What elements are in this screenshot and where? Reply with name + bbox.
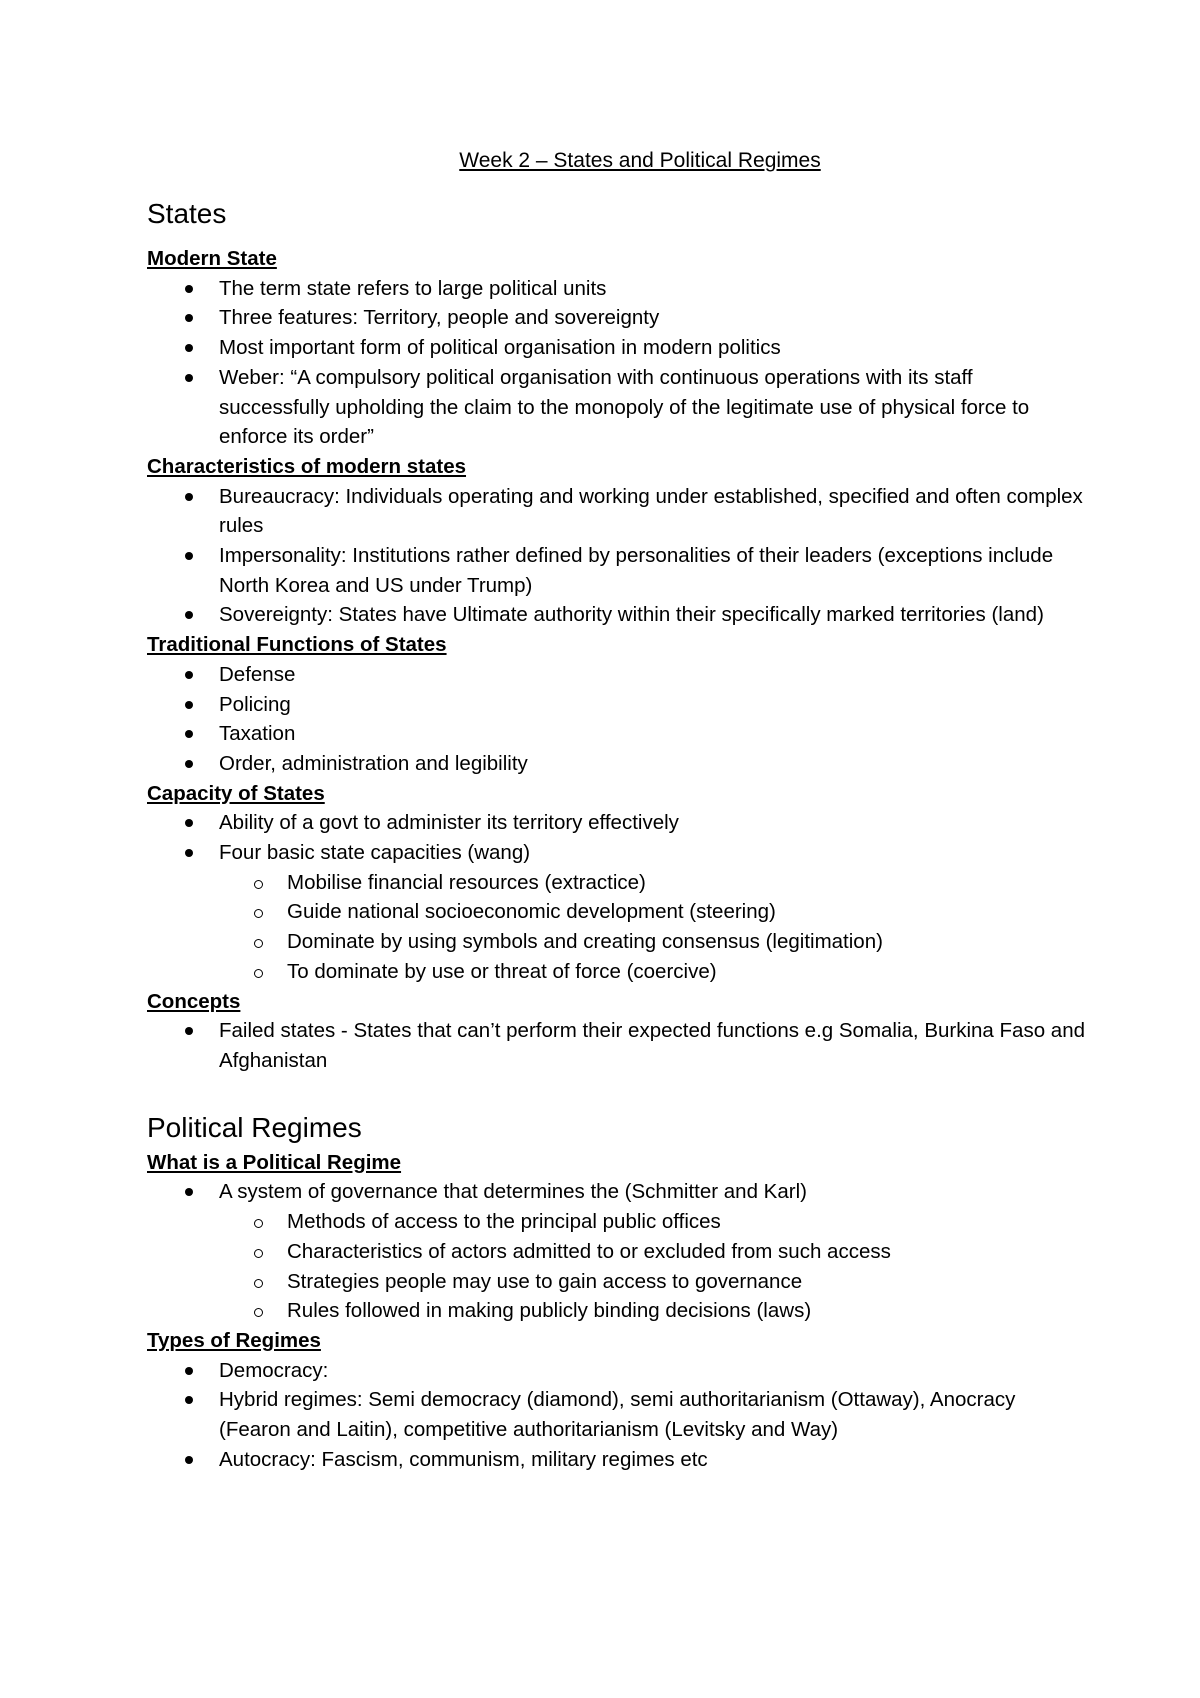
sub-list-item-text: Mobilise financial resources (extractice) xyxy=(287,870,646,894)
circle-bullet-icon xyxy=(254,880,263,889)
circle-bullet-icon xyxy=(254,1279,263,1288)
circle-bullet-icon xyxy=(254,969,263,978)
list-item xyxy=(147,541,1087,600)
subsection-heading: Types of Regimes xyxy=(147,1328,321,1352)
list-item xyxy=(147,838,1087,868)
bullet-icon xyxy=(185,493,193,501)
list-item xyxy=(147,274,1087,304)
bullet-icon xyxy=(185,1456,193,1464)
subsection-heading: Modern State xyxy=(147,247,277,270)
list-item xyxy=(147,1385,1087,1444)
bullet-icon xyxy=(185,552,193,560)
sub-list-item-text: Strategies people may use to gain access to governance xyxy=(287,1269,803,1293)
list-item-text: Most important form of political organisation in modern politics xyxy=(219,336,781,360)
list-item-text: Autocracy: Fascism, communism, military regimes etc xyxy=(219,1447,708,1471)
list-item xyxy=(147,719,1087,749)
bullet-icon xyxy=(185,760,193,768)
bullet-list xyxy=(147,660,1087,779)
subsection-heading: Characteristics of modern states xyxy=(147,454,467,478)
list-item xyxy=(147,482,1087,541)
list-item-text: Order, administration and legibility xyxy=(219,751,528,775)
sub-list-container xyxy=(147,1207,1087,1326)
bullet-icon xyxy=(185,344,193,352)
list-item-text: Taxation xyxy=(219,722,296,746)
list-item xyxy=(147,1016,1087,1075)
list-item-text: Democracy: xyxy=(219,1358,329,1382)
sub-list-item-text: To dominate by use or threat of force (coercive) xyxy=(287,959,717,983)
list-item-text: Weber: “A compulsory political organisation with continuous operations with its staff successfully upholding the claim to the monopoly of the legitimate use of physical force to enforce its order” xyxy=(219,365,1030,449)
sub-bullet-list xyxy=(215,868,1087,987)
sub-list-item xyxy=(215,1237,1087,1267)
bullet-icon xyxy=(185,701,193,709)
list-item-text: Sovereignty: States have Ultimate authority within their specifically marked territories (land) xyxy=(219,603,1044,627)
sub-list-item xyxy=(215,1267,1087,1297)
list-item xyxy=(147,808,1087,838)
bullet-list xyxy=(147,1016,1087,1075)
list-item-text: The term state refers to large political units xyxy=(219,276,607,300)
sub-list-item xyxy=(215,1296,1087,1326)
list-item xyxy=(147,303,1087,333)
bullet-icon xyxy=(185,671,193,679)
bullet-icon xyxy=(185,1188,193,1196)
list-item xyxy=(147,749,1087,779)
document-title: Week 2 – States and Political Regimes xyxy=(459,149,821,172)
list-item xyxy=(147,1356,1087,1386)
sub-list-item xyxy=(215,868,1087,898)
bullet-list xyxy=(147,482,1087,631)
list-item-text: Three features: Territory, people and sovereignty xyxy=(219,306,660,330)
bullet-list xyxy=(147,274,1087,452)
bullet-icon xyxy=(185,374,193,382)
list-item-text: Policing xyxy=(219,692,291,716)
bullet-icon xyxy=(185,1367,193,1375)
bullet-icon xyxy=(185,314,193,322)
bullet-icon xyxy=(185,285,193,293)
list-item xyxy=(147,1445,1087,1475)
list-item xyxy=(147,690,1087,720)
sub-list-item xyxy=(215,957,1087,987)
bullet-icon xyxy=(185,730,193,738)
bullet-icon xyxy=(185,1396,193,1404)
sub-list-item-text: Dominate by using symbols and creating consensus (legitimation) xyxy=(287,930,883,954)
list-item-text: Ability of a govt to administer its territory effectively xyxy=(219,811,679,835)
circle-bullet-icon xyxy=(254,1308,263,1317)
list-item-text: Hybrid regimes: Semi democracy (diamond), semi authoritarianism (Ottaway), Anocracy (Fearon and Laitin), competitive authoritarianism (Levitsky and Way) xyxy=(219,1388,1016,1442)
sub-bullet-list xyxy=(215,1207,1087,1326)
subsection-heading: What is a Political Regime xyxy=(147,1150,402,1174)
list-item-text: Impersonality: Institutions rather defined by personalities of their leaders (exceptions include North Korea and US under Trump) xyxy=(219,544,1054,597)
circle-bullet-icon xyxy=(254,1249,263,1258)
bullet-list xyxy=(147,1177,1087,1326)
sub-list-item-text: Methods of access to the principal public offices xyxy=(287,1210,721,1234)
bullet-icon xyxy=(185,819,193,827)
sub-list-item xyxy=(215,927,1087,957)
bullet-list xyxy=(147,1356,1087,1475)
circle-bullet-icon xyxy=(254,909,263,918)
list-item-text: A system of governance that determines the (Schmitter and Karl) xyxy=(219,1180,807,1204)
subsection-heading: Capacity of States xyxy=(147,781,325,805)
sections-container xyxy=(147,194,1087,1474)
list-item xyxy=(147,1177,1087,1207)
circle-bullet-icon xyxy=(254,939,263,948)
list-item xyxy=(147,333,1087,363)
section-heading: Political Regimes xyxy=(147,1111,362,1143)
bullet-icon xyxy=(185,611,193,619)
list-item-text: Four basic state capacities (wang) xyxy=(219,841,531,865)
bullet-icon xyxy=(185,1027,193,1035)
sub-list-item-text: Characteristics of actors admitted to or excluded from such access xyxy=(287,1239,891,1263)
sub-list-item xyxy=(215,1207,1087,1237)
list-item xyxy=(147,660,1087,690)
bullet-icon xyxy=(185,849,193,857)
document-content xyxy=(147,146,1087,1474)
sub-list-item-text: Guide national socioeconomic development (steering) xyxy=(287,900,776,924)
list-item-text: Failed states - States that can’t perform their expected functions e.g Somalia, Burkina Faso and Afghanistan xyxy=(219,1019,1086,1072)
sub-list-item-text: Rules followed in making publicly binding decisions (laws) xyxy=(287,1299,812,1323)
section-heading: States xyxy=(147,198,227,229)
sub-list-item xyxy=(215,897,1087,927)
list-item-text: Bureaucracy: Individuals operating and working under established, specified and often complex rules xyxy=(219,484,1083,538)
subsection-heading: Concepts xyxy=(147,989,241,1013)
list-item xyxy=(147,363,1087,452)
sub-list-container xyxy=(147,868,1087,987)
list-item-text: Defense xyxy=(219,662,296,686)
subsection-heading: Traditional Functions of States xyxy=(147,633,447,657)
list-item xyxy=(147,600,1087,630)
bullet-list xyxy=(147,808,1087,986)
circle-bullet-icon xyxy=(254,1219,263,1228)
